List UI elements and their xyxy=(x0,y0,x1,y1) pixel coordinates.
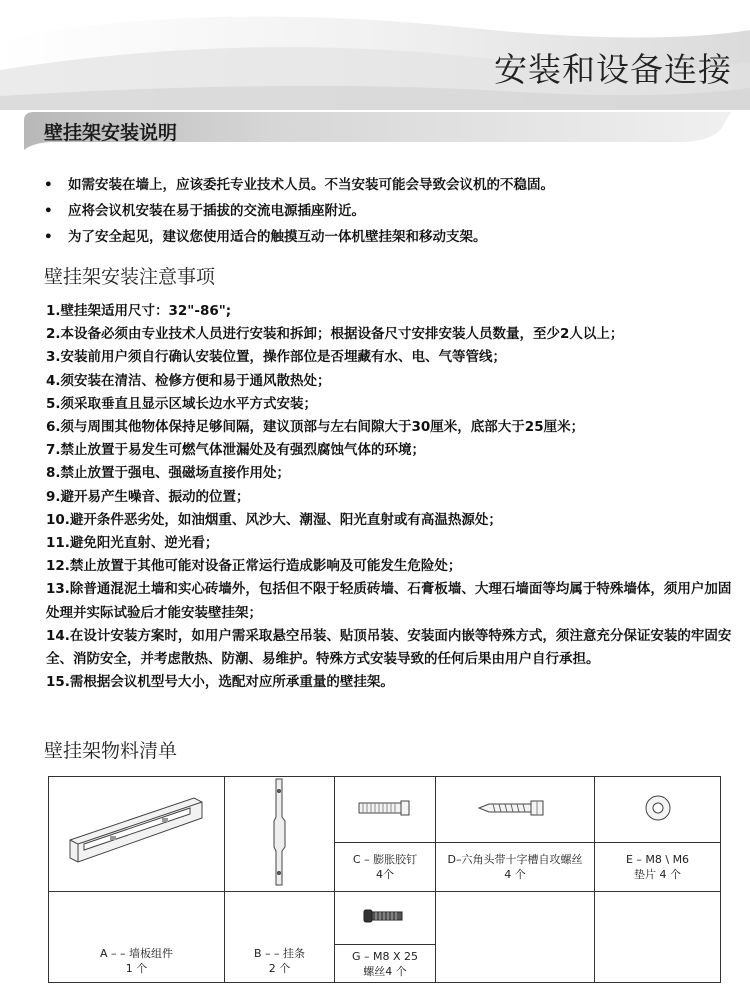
bullet-dot: • xyxy=(44,203,53,219)
bolt-icon xyxy=(360,904,410,928)
note-item: 15.需根据会议机型号大小，选配对应所承重量的壁挂架。 xyxy=(46,674,394,691)
note-item: 12.禁止放置于其他可能对设备正常运行造成影响及可能发生危险处； xyxy=(46,558,462,575)
self-tapping-screw-icon xyxy=(475,799,555,817)
note-item: 9.避开易产生噪音、振动的位置； xyxy=(46,488,250,505)
expansion-anchor-icon xyxy=(355,799,415,817)
bullet-dot: • xyxy=(44,229,53,245)
anchor-image-cell xyxy=(335,777,436,843)
bullet-text: 应将会议机安装在易于插拔的交流电源插座附近。 xyxy=(68,203,365,219)
hanging-strip-icon xyxy=(270,777,290,887)
note-item: 2.本设备必须由专业技术人员进行安装和拆卸；根据设备尺寸安排安装人员数量，至少2人以上； xyxy=(46,326,624,343)
materials-heading: 壁挂架物料清单 xyxy=(44,740,178,762)
note-item: 8.禁止放置于强电、强磁场直接作用处； xyxy=(46,465,291,482)
bullet-text: 如需安装在墙上，应该委托专业技术人员。不当安装可能会导致会议机的不稳固。 xyxy=(68,177,554,193)
anchor-caption: C – 膨胀胶钉 4个 xyxy=(335,843,436,892)
materials-table xyxy=(48,776,721,983)
note-item: 10.避开条件恶劣处，如油烟重、风沙大、潮湿、阳光直射或有高温热源处； xyxy=(46,511,502,528)
bullet-dot: • xyxy=(44,177,53,193)
screw-caption: D–六角头带十字槽自攻螺丝 4 个 xyxy=(436,843,595,892)
note-item: 7.禁止放置于易发生可燃气体泄漏处及有强烈腐蚀气体的环境； xyxy=(46,442,426,459)
note-item: 5.须采取垂直且显示区域长边水平方式安装； xyxy=(46,395,318,412)
wall-plate-image-cell xyxy=(49,777,225,892)
wall-plate-caption: A – – 墙板组件 1 个 xyxy=(49,892,225,983)
note-item: 3.安装前用户须自行确认安装位置，操作部位是否埋藏有水、电、气等管线； xyxy=(46,349,507,366)
hanging-strip-caption: B – – 挂条 2 个 xyxy=(225,892,335,983)
notes-heading: 壁挂架安装注意事项 xyxy=(44,266,216,288)
washer-caption: E – M8 \ M6 垫片 4 个 xyxy=(595,843,721,892)
note-item: 13.除普通混泥土墙和实心砖墙外，包括但不限于轻质砖墙、石膏板墙、大理石墙面等均属于特殊墙体，须用户加固处理并实际试验后才能安装壁挂架； xyxy=(46,581,732,621)
bullet-text: 为了安全起见，建议您使用适合的触摸互动一体机壁挂架和移动支架。 xyxy=(68,229,487,245)
section-title: 壁挂架安装说明 xyxy=(44,122,178,144)
screw-image-cell xyxy=(436,777,595,843)
empty-cell xyxy=(436,892,595,983)
bullet-list xyxy=(44,172,734,250)
note-item: 1.壁挂架适用尺寸：32"-86"; xyxy=(46,303,232,319)
note-item: 14.在设计安装方案时，如用户需采取悬空吊装、贴顶吊装、安装面内嵌等特殊方式，须注意充分保证安装的牢固安全、消防安全，并考虑散热、防潮、易维护。特殊方式安装导致的任何后果由用户自行承担。 xyxy=(46,627,732,668)
note-item: 4.须安装在清洁、检修方便和易于通风散热处； xyxy=(46,372,331,389)
hanging-strip-image-cell xyxy=(225,777,335,892)
notes-list xyxy=(46,300,736,694)
washer-icon xyxy=(643,793,673,823)
page-title: 安装和设备连接 xyxy=(494,50,732,89)
note-item: 11.避免阳光直射、逆光看； xyxy=(46,535,219,552)
bullet-item xyxy=(44,172,734,198)
bolt-image-cell xyxy=(335,892,436,945)
bullet-item xyxy=(44,198,734,224)
bullet-item xyxy=(44,224,734,250)
note-item: 6.须与周围其他物体保持足够间隔，建议顶部与左右间隙大于30厘米，底部大于25厘米； xyxy=(46,419,585,436)
bolt-caption: G – M8 X 25 螺丝4 个 xyxy=(335,945,436,983)
empty-cell xyxy=(595,892,721,983)
wall-plate-icon xyxy=(62,792,212,872)
washer-image-cell xyxy=(595,777,721,843)
